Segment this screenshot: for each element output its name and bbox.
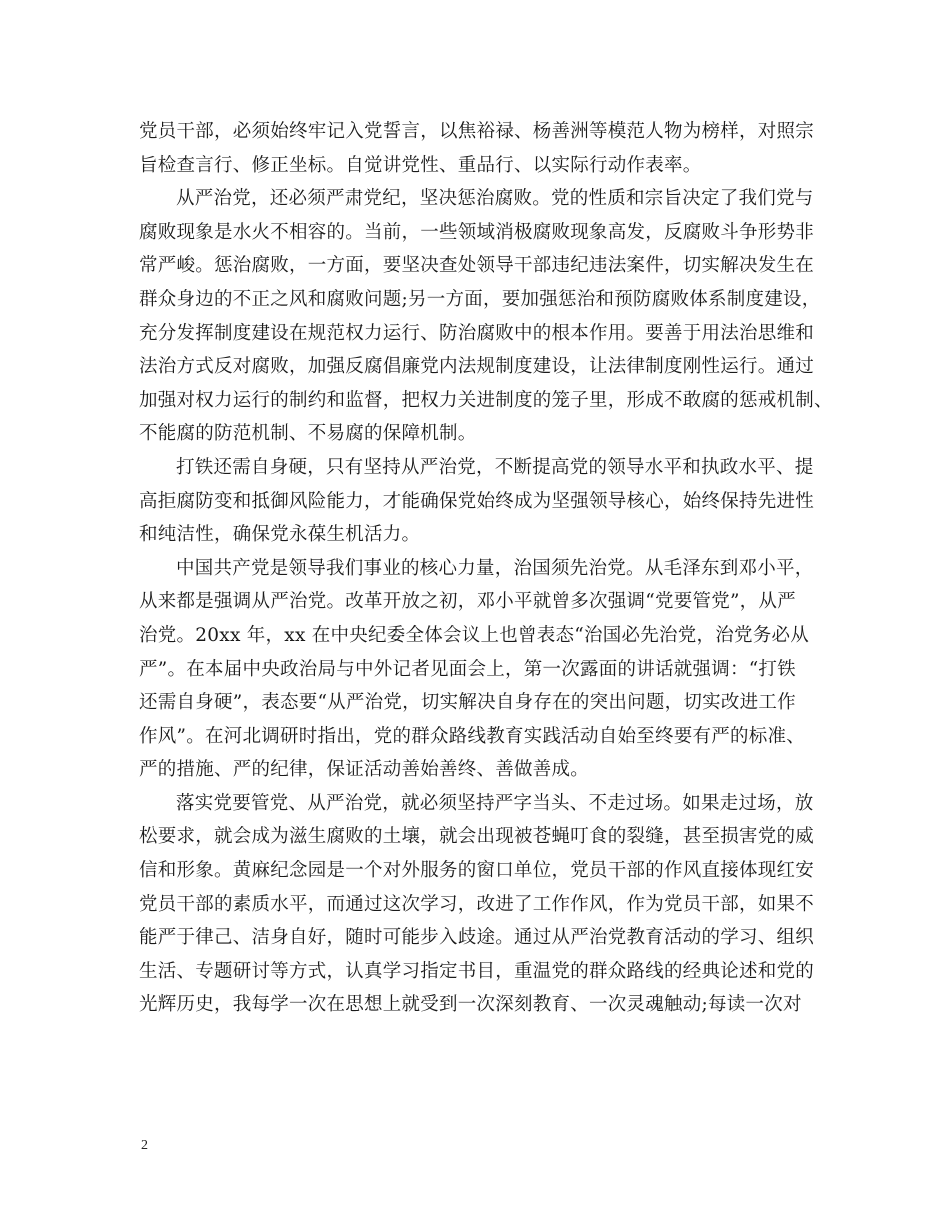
text-line: 治党。20xx 年，xx 在中央纪委全体会议上也曾表态“治国必先治党，治党务必从	[139, 624, 809, 646]
text-line: 加强对权力运行的制约和监督，把权力关进制度的笼子里，形成不敢腐的惩戒机制、	[139, 389, 833, 411]
text-line: 党员干部的素质水平，而通过这次学习，改进了工作作风，作为党员干部，如果不	[139, 893, 815, 915]
text-line: 旨检查言行、修正坐标。自觉讲党性、重品行、以实际行动作表率。	[139, 154, 702, 176]
text-line: 生活、专题研讨等方式，认真学习指定书目，重温党的群众路线的经典论述和党的	[139, 960, 815, 982]
page-number: 2	[141, 1138, 148, 1153]
text-line: 能严于律己、洁身自好，随时可能步入歧途。通过从严治党教育活动的学习、组织	[139, 927, 815, 949]
text-line: 群众身边的不正之风和腐败问题;另一方面，要加强惩治和预防腐败体系制度建设，	[139, 288, 821, 310]
text-line: 充分发挥制度建设在规范权力运行、防治腐败中的根本作用。要善于用法治思维和	[139, 322, 815, 344]
text-line: 和纯洁性，确保党永葆生机活力。	[139, 524, 421, 546]
text-line: 严的措施、严的纪律，保证活动善始善终、善做善成。	[139, 759, 590, 781]
text-line: 还需自身硬”，表态要“从严治党，切实解决自身存在的突出问题，切实改进工作	[139, 692, 796, 714]
text-line: 从来都是强调从严治党。改革开放之初，邓小平就曾多次强调“党要管党”，从严	[139, 591, 796, 613]
text-line: 法治方式反对腐败，加强反腐倡廉党内法规制度建设，让法律制度刚性运行。通过	[139, 356, 815, 378]
text-line: 不能腐的防范机制、不易腐的保障机制。	[139, 423, 477, 445]
text-line: 打铁还需自身硬，只有坚持从严治党，不断提高党的领导水平和执政水平、提	[176, 456, 814, 478]
text-line: 松要求，就会成为滋生腐败的土壤，就会出现被苍蝇叮食的裂缝，甚至损害党的威	[139, 826, 815, 848]
text-line: 从严治党，还必须严肃党纪，坚决惩治腐败。党的性质和宗旨决定了我们党与	[176, 188, 814, 210]
text-line: 高拒腐防变和抵御风险能力，才能确保党始终成为坚强领导核心，始终保持先进性	[139, 490, 815, 512]
text-line: 作风”。在河北调研时指出，党的群众路线教育实践活动自始至终要有严的标准、	[139, 725, 805, 747]
text-line: 党员干部，必须始终牢记入党誓言，以焦裕禄、杨善洲等模范人物为榜样，对照宗	[139, 121, 815, 142]
text-line: 腐败现象是水火不相容的。当前，一些领域消极腐败现象高发，反腐败斗争形势非	[139, 221, 815, 243]
text-line: 严”。在本届中央政治局与中外记者见面会上，第一次露面的讲话就强调：“打铁	[139, 658, 796, 680]
text-line: 常严峻。惩治腐败，一方面，要坚决查处领导干部违纪违法案件，切实解决发生在	[139, 255, 815, 277]
text-line: 信和形象。黄麻纪念园是一个对外服务的窗口单位，党员干部的作风直接体现红安	[139, 860, 815, 882]
text-line: 中国共产党是领导我们事业的核心力量，治国须先治党。从毛泽东到邓小平，	[176, 557, 814, 579]
text-line: 光辉历史，我每学一次在思想上就受到一次深刻教育、一次灵魂触动;每读一次对	[139, 994, 802, 1016]
text-line: 落实党要管党、从严治党，就必须坚持严字当头、不走过场。如果走过场，放	[176, 792, 814, 814]
document-body	[139, 115, 833, 1022]
